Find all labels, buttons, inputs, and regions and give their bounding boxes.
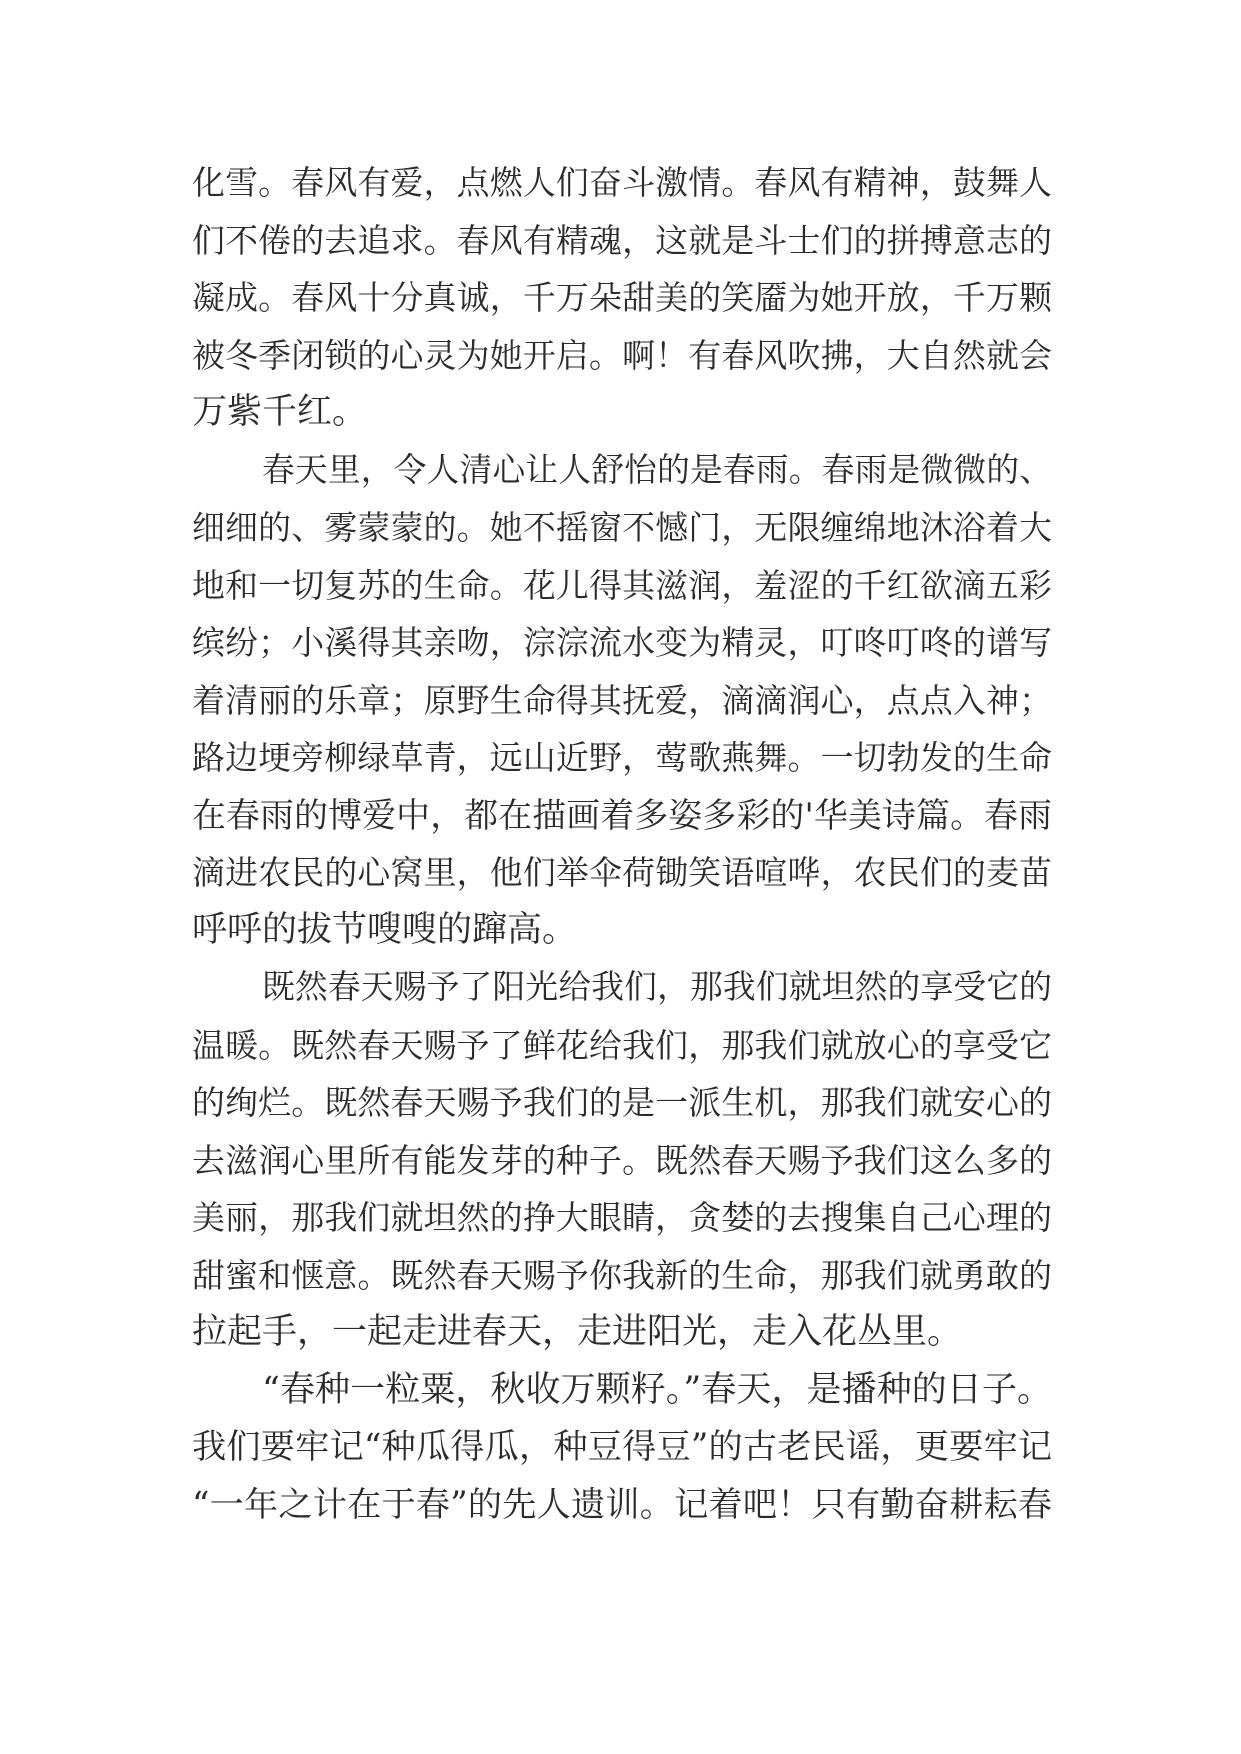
text-line: 滴进农民的心窝里，他们举伞荷锄笑语喧哗，农民们的麦苗	[192, 853, 1052, 892]
paragraph	[192, 442, 1052, 960]
text-line: 我们要牢记“种瓜得瓜，种豆得豆”的古老民谣，更要牢记	[192, 1427, 1052, 1467]
text-line: “一年之计在于春”的先人遗训。记着吧！只有勤奋耕耘春	[192, 1484, 1052, 1525]
text-line: 缤纷；小溪得其亲吻，淙淙流水变为精灵，叮咚叮咚的谱写	[192, 623, 1052, 662]
text-line: “春种一粒粟，秋收万颗籽。”春天，是播种的日子。	[262, 1369, 1052, 1410]
text-line: 甜蜜和惬意。既然春天赐予你我新的生命，那我们就勇敢的	[192, 1255, 1052, 1295]
text-line: 凝成。春风十分真诚，千万朵甜美的笑靥为她开放，千万颗	[192, 278, 1052, 317]
paragraph	[192, 154, 1052, 442]
text-line: 着清丽的乐章；原野生命得其抚爱，滴滴润心，点点入神；	[192, 680, 1052, 720]
body-text	[192, 154, 1052, 1534]
text-line: 春天里，令人清心让人舒怡的是春雨。春雨是微微的、	[262, 450, 1052, 489]
text-line: 细细的、雾蒙蒙的。她不摇窗不憾门，无限缠绵地沐浴着大	[192, 508, 1052, 547]
text-line: 们不倦的去追求。春风有精魂，这就是斗士们的拼搏意志的	[192, 220, 1052, 260]
text-line: 路边埂旁柳绿草青，远山近野，莺歌燕舞。一切勃发的生命	[192, 738, 1052, 777]
text-line: 在春雨的博爱中，都在描画着多姿多彩的'华美诗篇。春雨	[192, 795, 1052, 835]
text-line: 既然春天赐予了阳光给我们，那我们就坦然的享受它的	[262, 968, 1052, 1006]
text-line: 地和一切复苏的生命。花儿得其滋润，羞涩的千红欲滴五彩	[192, 565, 1052, 605]
text-line: 拉起手，一起走进春天，走进阳光，走入花丛里。	[192, 1312, 963, 1352]
text-line: 美丽，那我们就坦然的挣大眼睛，贪婪的去搜集自己心理的	[192, 1198, 1052, 1237]
paragraph	[192, 1362, 1052, 1535]
text-line: 万紫千红。	[192, 392, 368, 432]
paragraph	[192, 959, 1052, 1362]
text-line: 呼呼的拔节嗖嗖的蹿高。	[192, 909, 578, 950]
text-line: 化雪。春风有爱，点燃人们奋斗激情。春风有精神，鼓舞人	[192, 163, 1052, 202]
text-line: 温暖。既然春天赐予了鲜花给我们，那我们就放心的享受它	[192, 1025, 1052, 1065]
text-line: 的绚烂。既然春天赐予我们的是一派生机，那我们就安心的	[192, 1083, 1052, 1122]
text-line: 被冬季闭锁的心灵为她开启。啊！有春风吹拂，大自然就会	[192, 335, 1052, 375]
text-line: 去滋润心里所有能发芽的种子。既然春天赐予我们这么多的	[192, 1140, 1052, 1180]
